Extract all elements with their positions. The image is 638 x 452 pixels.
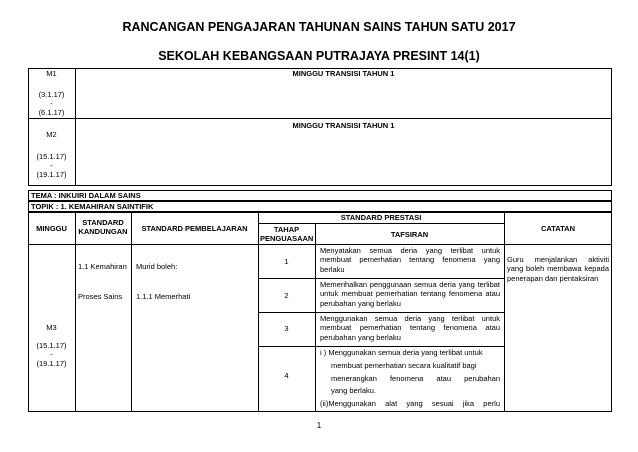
- tafsiran-line: membuat pemerhatian secara kualitatif bagi: [331, 361, 477, 370]
- row-week-date-dash: -: [50, 350, 53, 359]
- standard-pembelajaran-item: 1.1.1 Memerhati: [136, 292, 191, 301]
- column-header-tafsiran: TAFSIRAN: [390, 230, 429, 239]
- standard-kandungan-name: Proses Sains: [78, 292, 123, 301]
- school-name: SEKOLAH KEBANGSAAN PUTRAJAYA PRESINT 14(1): [158, 49, 480, 63]
- week-note: MINGGU TRANSISI TAHUN 1: [292, 121, 395, 130]
- column-header-minggu: MINGGU: [36, 224, 67, 233]
- tafsiran-line: menerangkan fenomena atau perubahan: [331, 374, 500, 383]
- column-header-standard-prestasi: STANDARD PRESTASI: [340, 213, 422, 222]
- week-note: MINGGU TRANSISI TAHUN 1: [292, 69, 395, 78]
- tema-label: TEMA : INKUIRI DALAM SAINS: [31, 191, 141, 200]
- tafsiran-text: Memerihalkan penggunaan semua deria yang terlibat untuk membuat pemerhatian tentang fenomena atau perubahan yang berlaku: [320, 280, 500, 308]
- page-number: 1: [316, 421, 322, 430]
- week-label: M1: [46, 69, 57, 78]
- week-label: M2: [46, 130, 57, 139]
- row-week-label: M3: [46, 323, 57, 332]
- column-header-standard-kandungan: STANDARD KANDUNGAN: [78, 218, 128, 237]
- document-title: RANCANGAN PENGAJARAN TAHUNAN SAINS TAHUN SATU 2017: [122, 20, 516, 34]
- column-header-tahap-penguasaan: TAHAP PENGUASAAN: [260, 225, 314, 244]
- week-date-dash: -: [50, 99, 53, 108]
- tafsiran-line: yang berlaku.: [331, 386, 377, 395]
- catatan-text: Guru menjalankan aktiviti yang boleh membawa kepada penerapan dan pentaksiran: [507, 255, 609, 283]
- topik-label: TOPIK : 1. KEMAHIRAN SAINTIFIK: [31, 202, 154, 211]
- tahap-level: 1: [284, 257, 289, 266]
- week-date-dash: -: [50, 161, 53, 170]
- row-week-end-date: (19.1.17): [36, 359, 67, 368]
- column-header-catatan: CATATAN: [540, 224, 576, 233]
- row-week-start-date: (15.1.17): [36, 341, 67, 350]
- week-end-date: (19.1.17): [36, 170, 67, 179]
- week-end-date: (6.1.17): [38, 108, 65, 117]
- standard-pembelajaran-intro: Murid boleh:: [136, 262, 178, 271]
- tahap-level: 3: [284, 324, 289, 333]
- tafsiran-line: (ii)Menggunakan alat yang sesuai jika perlu: [320, 399, 500, 408]
- tahap-level: 2: [284, 291, 289, 300]
- tafsiran-text: Menyatakan semua deria yang terlibat untuk membuat pemerhatian tentang fenomena yang berlaku: [320, 246, 500, 274]
- week-start-date: (15.1.17): [36, 152, 67, 161]
- tahap-level: 4: [284, 371, 289, 380]
- column-header-standard-pembelajaran: STANDARD PEMBELAJARAN: [141, 224, 248, 233]
- week-start-date: (3.1.17): [38, 90, 65, 99]
- tafsiran-line: i ) Menggunakan semua deria yang terlibat untuk: [320, 348, 483, 357]
- tafsiran-text: Menggunakan semua deria yang terlibat untuk membuat pemerhatian tentang fenomena atau perubahan yang berlaku: [320, 314, 500, 342]
- standard-kandungan-code: 1.1 Kemahiran: [78, 262, 127, 271]
